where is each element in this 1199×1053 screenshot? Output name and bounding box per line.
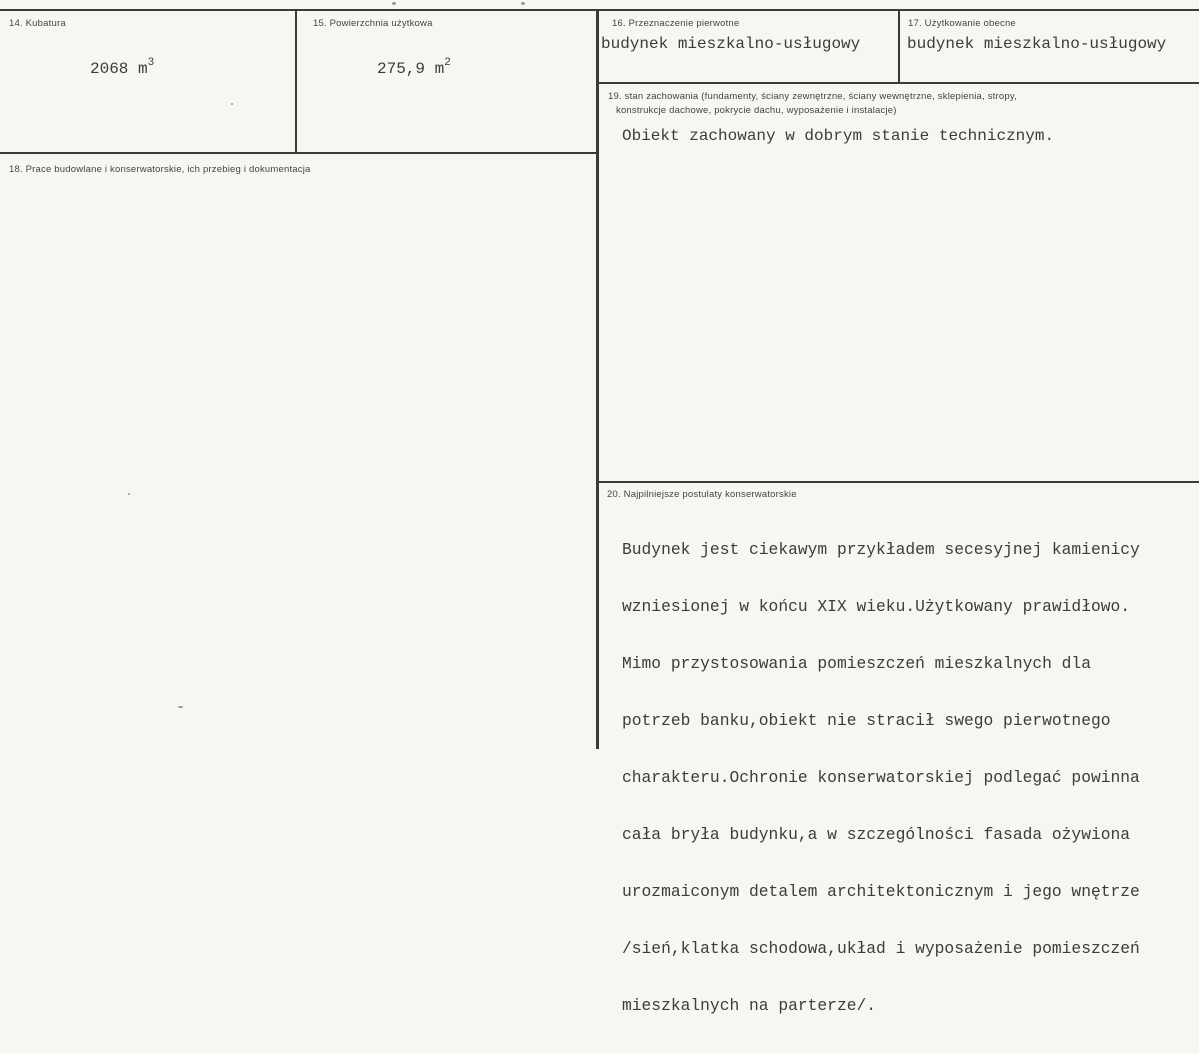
paper-speck <box>521 2 525 5</box>
field-20-label: 20. Najpilniejsze postulaty konserwatorskie <box>607 489 797 500</box>
field-20-line: potrzeb banku,obiekt nie stracił swego pierwotnego <box>622 711 1111 730</box>
field-14-label: 14. Kubatura <box>9 18 66 29</box>
paper-speck <box>128 493 130 495</box>
field-19-value: Obiekt zachowany w dobrym stanie technicznym. <box>622 127 1055 145</box>
field-20-line: /sień,klatka schodowa,układ i wyposażenie pomieszczeń <box>622 939 1140 958</box>
rule-under-16-17 <box>597 82 1199 84</box>
field-20-line: urozmaiconym detalem architektonicznym i jego wnętrze <box>622 882 1140 901</box>
divider-14-15 <box>295 9 297 153</box>
field-19-label-line-1: 19. stan zachowania (fundamenty, ściany zewnętrzne, ściany wewnętrzne, sklepienia, stropy, <box>608 91 1017 102</box>
rule-under-14-15 <box>0 152 597 154</box>
field-20-line: Budynek jest ciekawym przykładem secesyjnej kamienicy <box>622 540 1140 559</box>
field-20-line: mieszkalnych na parterze/. <box>622 996 877 1015</box>
field-20-line: charakteru.Ochronie konserwatorskiej podlegać powinna <box>622 768 1140 787</box>
divider-main <box>596 9 599 749</box>
top-rule <box>0 9 1199 11</box>
rule-above-20 <box>597 481 1199 483</box>
field-20-line: wzniesionej w końcu XIX wieku.Użytkowany prawidłowo. <box>622 597 1131 616</box>
field-20-line: cała bryła budynku,a w szczególności fasada ożywiona <box>622 825 1131 844</box>
field-15-number: 275,9 m <box>377 60 445 78</box>
field-17-label: 17. Użytkowanie obecne <box>908 18 1016 29</box>
field-14-unit-exponent: 3 <box>147 57 155 69</box>
field-15-value <box>377 57 451 78</box>
paper-speck <box>178 706 183 708</box>
field-16-label: 16. Przeznaczenie pierwotne <box>612 18 740 29</box>
field-14-number: 2068 m <box>90 60 148 78</box>
field-18-label: 18. Prace budowlane i konserwatorskie, ich przebieg i dokumentacja <box>9 164 311 175</box>
field-17-value: budynek mieszkalno-usługowy <box>907 35 1167 53</box>
field-14-value <box>90 57 155 78</box>
field-20-text <box>622 502 1140 1053</box>
field-20-line: Mimo przystosowania pomieszczeń mieszkalnych dla <box>622 654 1091 673</box>
paper-speck <box>231 103 233 105</box>
field-19-label-line-2: konstrukcje dachowe, pokrycie dachu, wyposażenie i instalacje) <box>616 105 897 116</box>
divider-16-17 <box>898 9 900 83</box>
field-19-label <box>608 90 1017 118</box>
paper-speck <box>392 2 396 5</box>
field-15-unit-exponent: 2 <box>444 57 451 69</box>
field-15-label: 15. Powierzchnia użytkowa <box>313 18 433 29</box>
field-16-value: budynek mieszkalno-usługowy <box>601 35 861 53</box>
